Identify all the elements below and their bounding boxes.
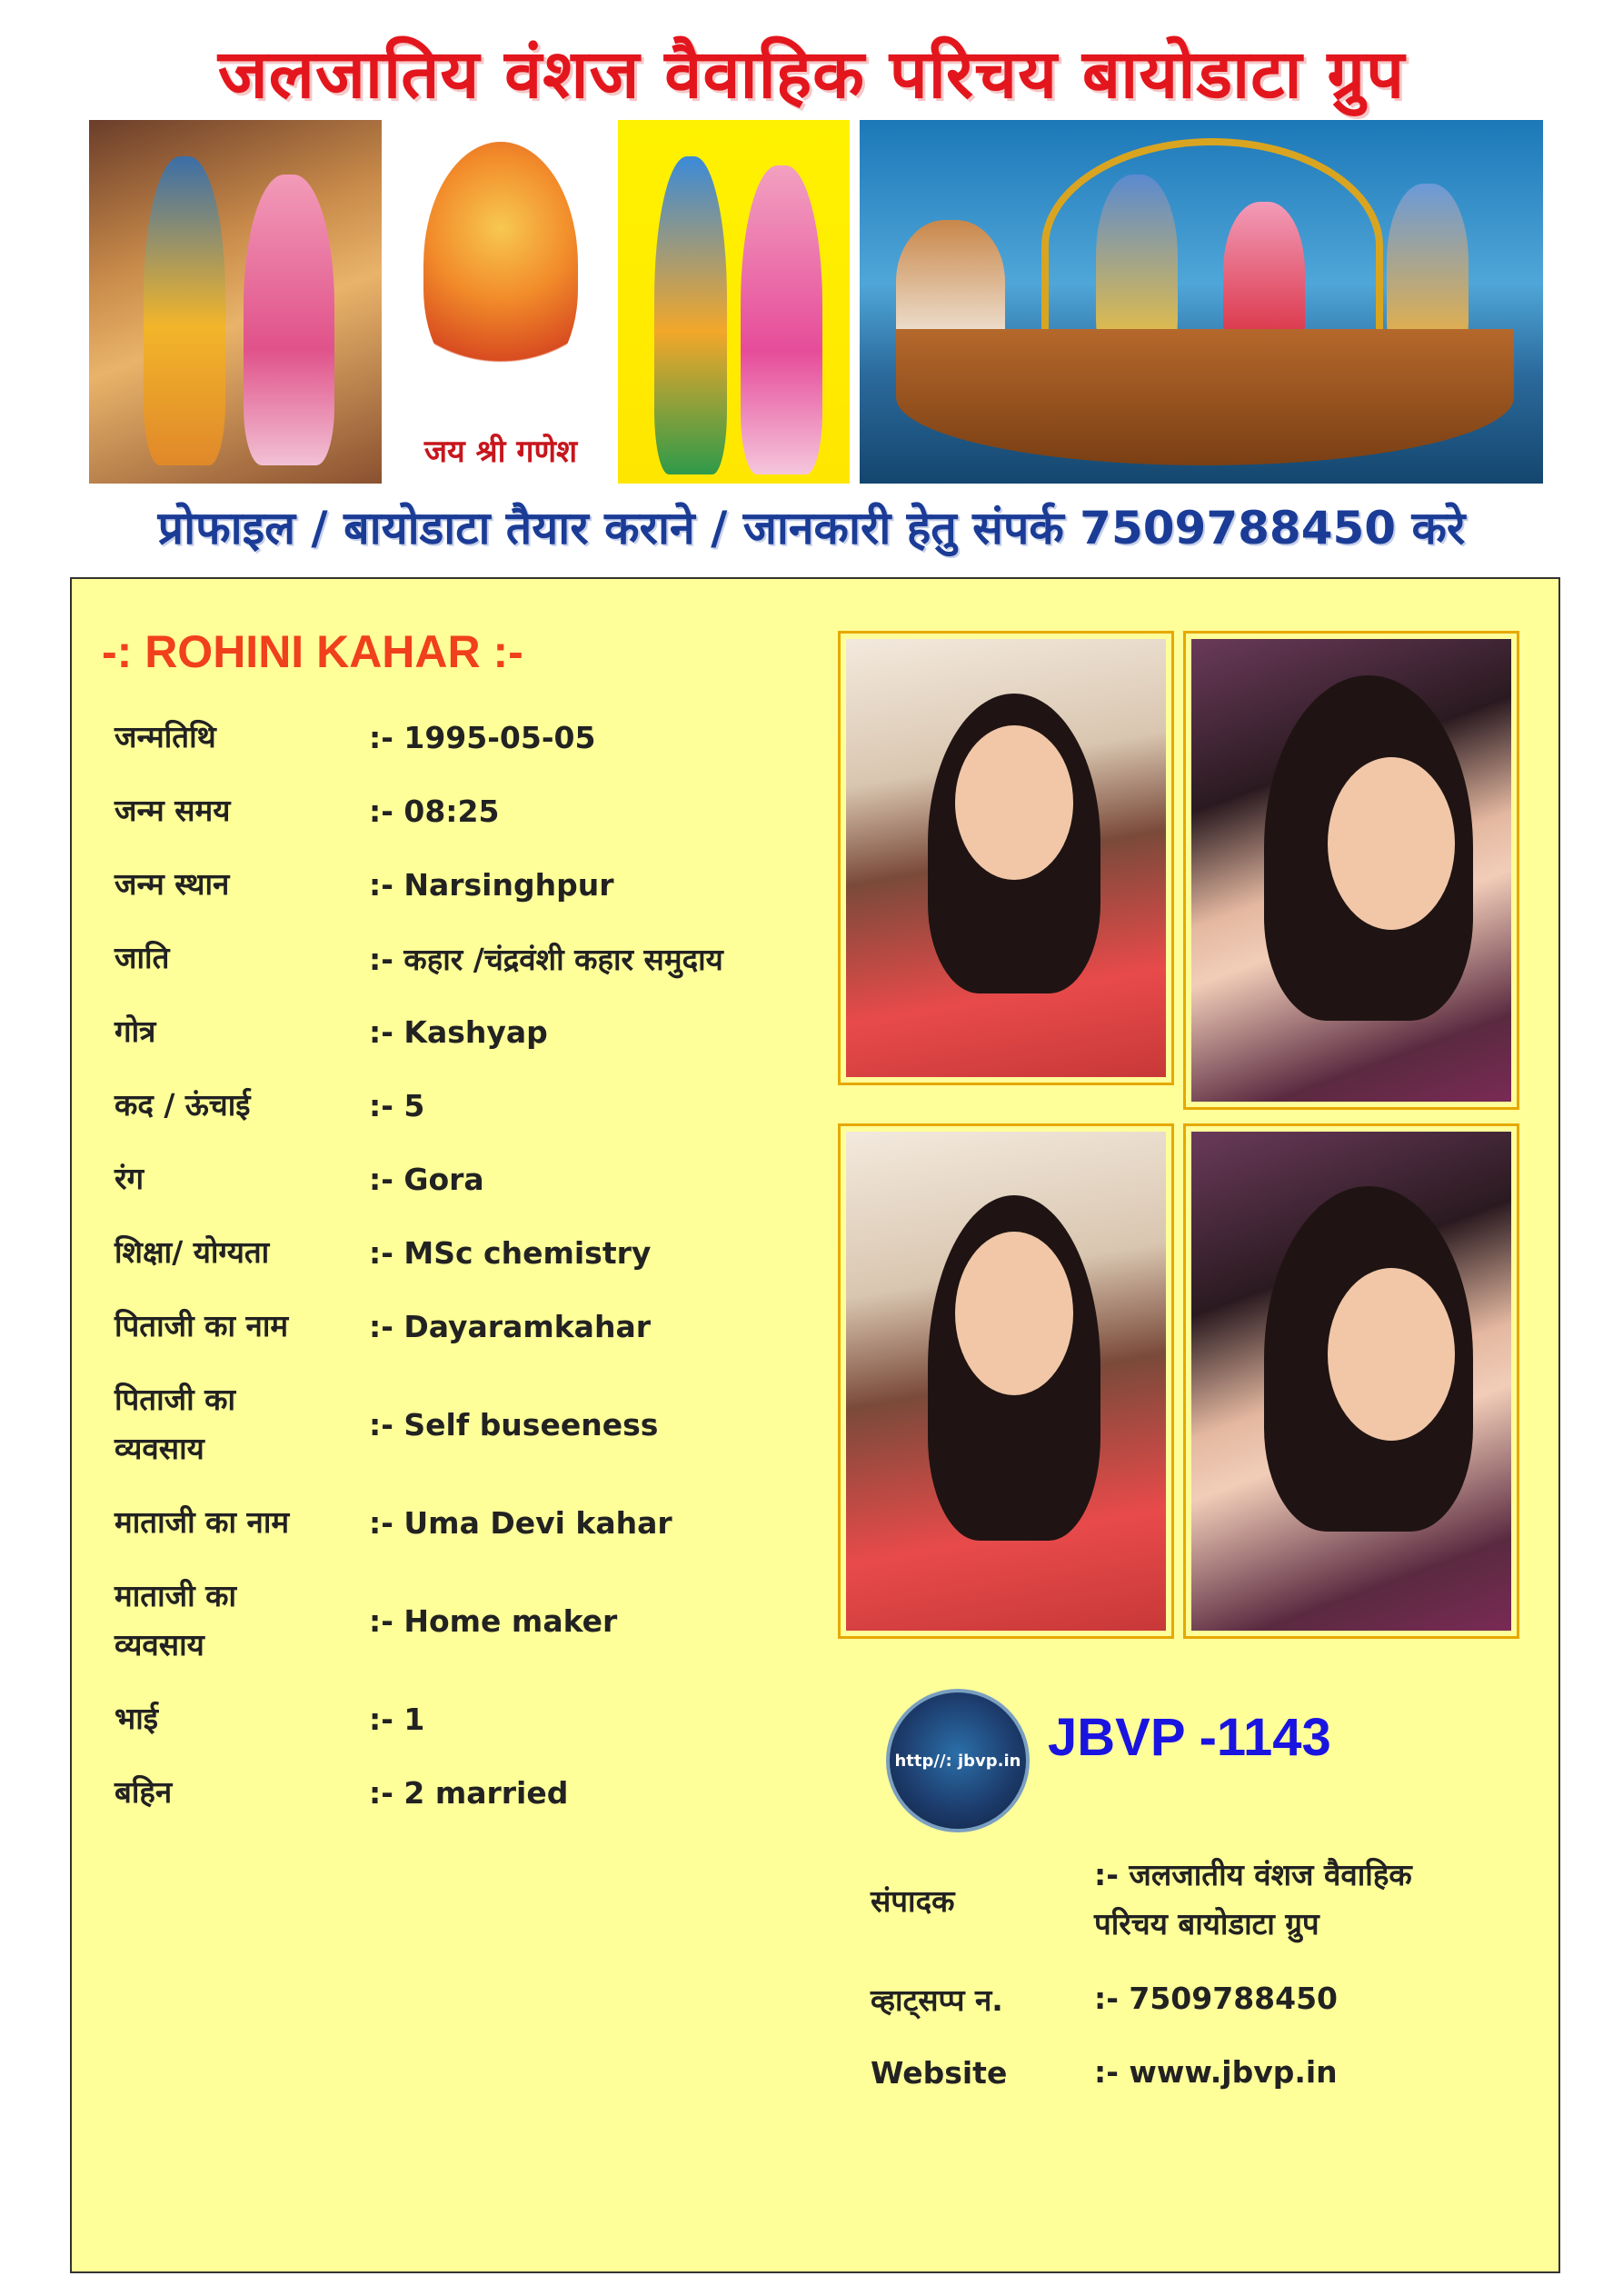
banner-image-ram-sita [618,120,850,484]
field-row-father-name [115,1302,823,1351]
ganesh-figure [423,142,578,387]
field-row-mother-occupation [115,1572,823,1670]
jbvp-logo-icon [886,1689,1030,1832]
field-row-birth-time [115,786,823,835]
banner-image-ganesh [393,120,609,484]
field-value: :- 1 [369,1701,425,1737]
field-label: बहिन [115,1774,173,1810]
page-title: जलजातिय वंशज वैवाहिक परिचय बायोडाटा ग्रुप [217,35,1406,114]
field-value: :- Self buseeness [369,1406,659,1442]
field-row-gotra [115,1007,823,1056]
banner-image-ram-sita-wedding [89,120,382,484]
field-row-dob [115,713,823,762]
field-row-height [115,1081,823,1130]
editor-value: :- जलजातीय वंशज वैवाहिक परिचय बायोडाटा ग्रुप [1094,1857,1412,1942]
field-value: :- Narsinghpur [369,866,614,903]
whatsapp-label: व्हाट्सप्प न. [871,1982,1003,2018]
field-label: भाई [115,1701,158,1736]
contact-subtitle: प्रोफाइल / बायोडाटा तैयार कराने / जानकारी हेतु संपर्क 7509788450 करे [157,502,1466,554]
field-label: पिताजी का व्यवसाय [115,1382,236,1466]
field-label: माताजी का नाम [115,1504,290,1540]
profile-photo-1[interactable] [838,631,1174,1085]
field-value: :- Home maker [369,1602,618,1639]
field-value: :- 2 married [369,1774,569,1811]
profile-name: -: ROHINI KAHAR :- [102,626,523,677]
field-row-brothers [115,1694,823,1743]
banner-image-boat-scene [860,120,1543,484]
field-value: :- कहार /चंद्रवंशी कहार समुदाय [369,941,723,977]
field-label: गोत्र [115,1013,156,1049]
website-label: Website [871,2054,1008,2091]
profile-photo-3[interactable] [838,1123,1174,1639]
field-label: जन्म स्थान [115,866,230,902]
field-value: :- Dayaramkahar [369,1308,651,1344]
field-row-complexion [115,1154,823,1203]
field-label: शिक्षा/ योग्यता [115,1234,270,1270]
field-value: :- Kashyap [369,1013,548,1050]
contact-row-website [871,2048,1543,2097]
logo-text: http//: jbvp.in [894,1751,1021,1771]
field-label: पिताजी का नाम [115,1308,289,1343]
field-row-sisters [115,1768,823,1817]
field-value: :- 5 [369,1087,425,1123]
website-link[interactable]: :- www.jbvp.in [1094,2054,1338,2090]
field-label: रंग [115,1161,144,1196]
profile-code: JBVP -1143 [1048,1708,1331,1767]
field-value: :- Uma Devi kahar [369,1504,672,1541]
contact-row-whatsapp [871,1974,1543,2023]
field-label: जन्मतिथि [115,719,216,754]
field-value: :- 1995-05-05 [369,719,596,755]
contact-row-editor [871,1851,1543,1949]
ganesh-caption: जय श्री गणेश [423,434,578,470]
profile-photo-4[interactable] [1183,1123,1519,1639]
profile-photo-2[interactable] [1183,631,1519,1110]
field-label: माताजी का व्यवसाय [115,1578,237,1662]
field-label: कद / ऊंचाई [115,1087,251,1123]
whatsapp-value[interactable]: :- 7509788450 [1094,1981,1338,2016]
field-row-caste [115,933,823,983]
field-label: जन्म समय [115,793,231,828]
field-row-education [115,1228,823,1277]
field-row-birth-place [115,860,823,909]
field-label: जाति [115,940,170,975]
editor-label: संपादक [871,1882,955,1919]
field-row-mother-name [115,1498,823,1547]
field-value: :- MSc chemistry [369,1234,652,1271]
field-value: :- 08:25 [369,793,500,829]
field-row-father-occupation [115,1375,823,1473]
field-value: :- Gora [369,1161,484,1197]
